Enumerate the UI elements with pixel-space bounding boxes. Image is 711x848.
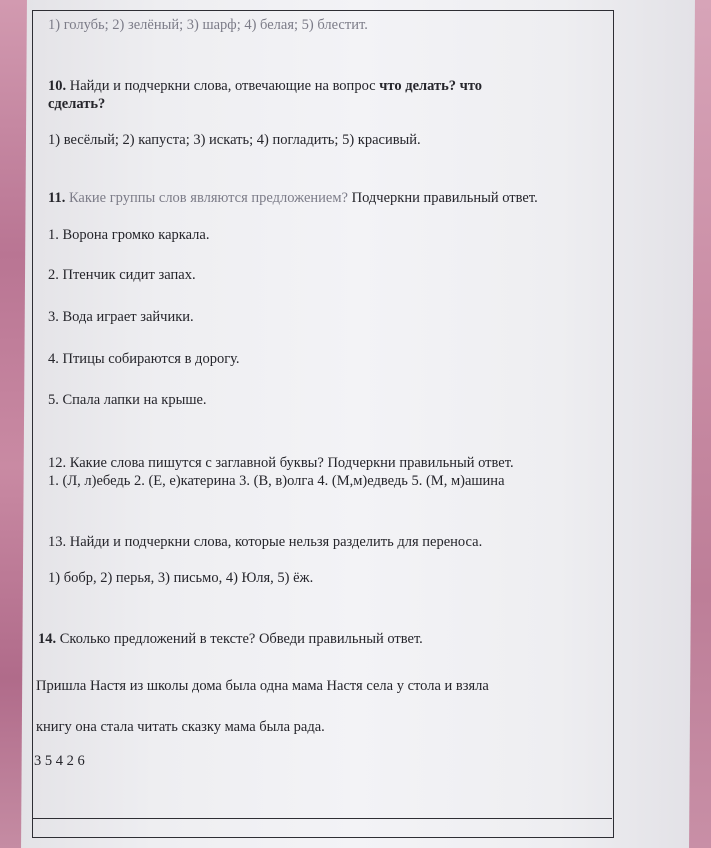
q11-question-faded: Какие группы слов являются предложением? — [65, 190, 348, 206]
q11-item-1: 1. Ворона громко каркала. — [48, 227, 210, 243]
q11-item-2: 2. Птенчик сидит запах. — [48, 267, 196, 283]
q10-question-text: Найди и подчеркни слова, отвечающие на вопрос — [66, 78, 380, 94]
q12-question: 12. Какие слова пишутся с заглавной буквы? Подчеркни правильный ответ. — [48, 455, 514, 471]
q10-number: 10. — [48, 78, 67, 94]
q11-question — [48, 189, 538, 207]
q14-answer-options: 3 5 4 2 6 — [34, 753, 85, 769]
q12-options: 1. (Л, л)ебедь 2. (Е, е)катерина 3. (В, в)олга 4. (М,м)едведь 5. (М, м)ашина — [48, 473, 505, 489]
q14-text-line1: Пришла Настя из школы дома была одна мама Настя села у стола и взяла — [36, 678, 489, 694]
q14-text-line2: книгу она стала читать сказку мама была рада. — [36, 719, 325, 735]
q14-question-text: Сколько предложений в тексте? Обведи правильный ответ. — [56, 631, 423, 647]
q10-options: 1) весёлый; 2) капуста; 3) искать; 4) погладить; 5) красивый. — [48, 132, 421, 148]
q13-options: 1) бобр, 2) перья, 3) письмо, 4) Юля, 5) ёж. — [48, 570, 314, 586]
q11-question-rest: Подчеркни правильный ответ. — [347, 190, 538, 206]
bottom-rule — [32, 818, 612, 819]
q10-question — [48, 77, 482, 95]
q13-question: 13. Найди и подчеркни слова, которые нельзя разделить для переноса. — [48, 534, 483, 550]
q10-question-line2: сделать? — [48, 96, 106, 112]
q10-question-bold: что делать? что — [379, 78, 483, 94]
q9-options-cut: 1) голубь; 2) зелёный; 3) шарф; 4) белая; 5) блестит. — [48, 17, 368, 33]
q11-item-5: 5. Спала лапки на крыше. — [48, 392, 207, 408]
q11-number: 11. — [48, 190, 66, 206]
q14-question — [38, 630, 423, 648]
q11-item-3: 3. Вода играет зайчики. — [48, 309, 194, 325]
q14-number: 14. — [38, 631, 57, 647]
q11-item-4: 4. Птицы собираются в дорогу. — [48, 351, 240, 367]
